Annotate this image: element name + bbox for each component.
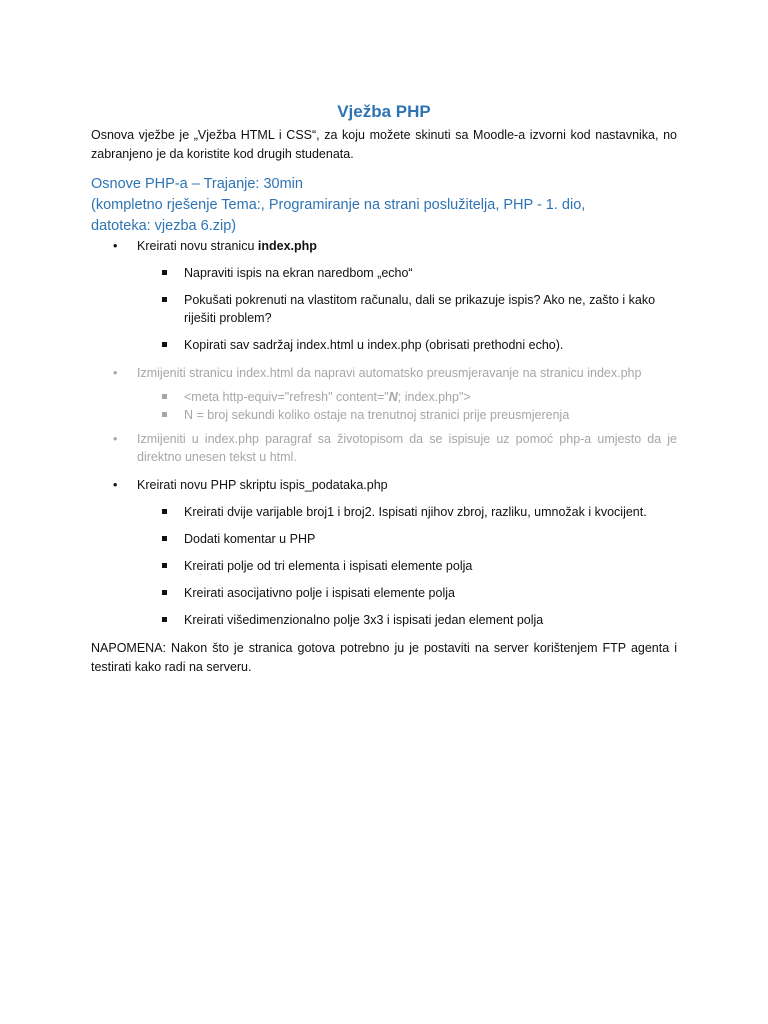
- task-filename: index.php: [257, 239, 317, 253]
- subtask-item: Kreirati polje od tri elementa i ispisati elemente polja: [91, 557, 677, 575]
- subtask-list: [91, 503, 677, 629]
- subtask-item: Kopirati sav sadržaj index.html u index.php (obrisati prethodni echo).: [91, 336, 677, 354]
- section-heading-line-1: Osnove PHP-a – Trajanje: 30min: [91, 176, 303, 192]
- subtask-item: Kreirati višedimenzionalno polje 3x3 i ispisati jedan element polja: [91, 611, 677, 629]
- meta-tag-n: N: [388, 390, 398, 404]
- task-list: [91, 476, 677, 494]
- subtask-list: [91, 264, 677, 354]
- subtask-list: [91, 388, 677, 424]
- section-heading-line-2: (kompletno rješenje Tema:, Programiranje na strani poslužitelja, PHP - 1. dio,: [91, 197, 586, 213]
- task-list: [91, 237, 677, 255]
- task-text: Kreirati novu stranicu: [137, 239, 258, 253]
- section-heading: [91, 174, 677, 237]
- subtask-item: Pokušati pokrenuti na vlastitom računalu, dali se prikazuje ispis? Ako ne, zašto i kako riješiti problem?: [91, 291, 677, 327]
- task-list: [91, 430, 677, 466]
- meta-tag-after: ; index.php">: [397, 390, 471, 404]
- intro-paragraph: Osnova vježbe je „Vježba HTML i CSS“, za koju možete skinuti sa Moodle-a izvorni kod nastavnika, no zabranjeno je da koristite kod drugih studenata.: [91, 128, 677, 161]
- subtask-item: Dodati komentar u PHP: [91, 530, 677, 548]
- task-item-biography: • Izmijeniti u index.php paragraf sa životopisom da se ispisuje uz pomoć php-a umjesto da je direktno unesen tekst u html.: [91, 430, 677, 466]
- note-paragraph: NAPOMENA: Nakon što je stranica gotova potrebno ju je postaviti na server korištenjem FTP agenta i testirati kako radi na serveru.: [91, 641, 677, 674]
- subtask-item-meta-tag: [91, 388, 677, 406]
- task-item-create-script: • Kreirati novu PHP skriptu ispis_podataka.php: [91, 476, 677, 494]
- subtask-item: Kreirati dvije varijable broj1 i broj2. Ispisati njihov zbroj, razliku, umnožak i kvocijent.: [91, 503, 677, 521]
- task-item-redirect: • Izmijeniti stranicu index.html da napravi automatsko preusmjeravanje na stranicu index.php: [91, 364, 677, 382]
- subtask-item: Kreirati asocijativno polje i ispisati elemente polja: [91, 584, 677, 602]
- section-heading-line-3: datoteka: vjezba 6.zip): [91, 218, 237, 234]
- subtask-item: Napraviti ispis na ekran naredbom „echo“: [91, 264, 677, 282]
- task-item-create-index: [91, 237, 677, 255]
- subtask-item: N = broj sekundi koliko ostaje na trenutnoj stranici prije preusmjerenja: [91, 406, 677, 424]
- meta-tag-before: <meta http-equiv="refresh" content=": [184, 390, 389, 404]
- task-list: [91, 364, 677, 382]
- document-title: Vježba PHP: [337, 102, 431, 121]
- document-page: [91, 100, 677, 677]
